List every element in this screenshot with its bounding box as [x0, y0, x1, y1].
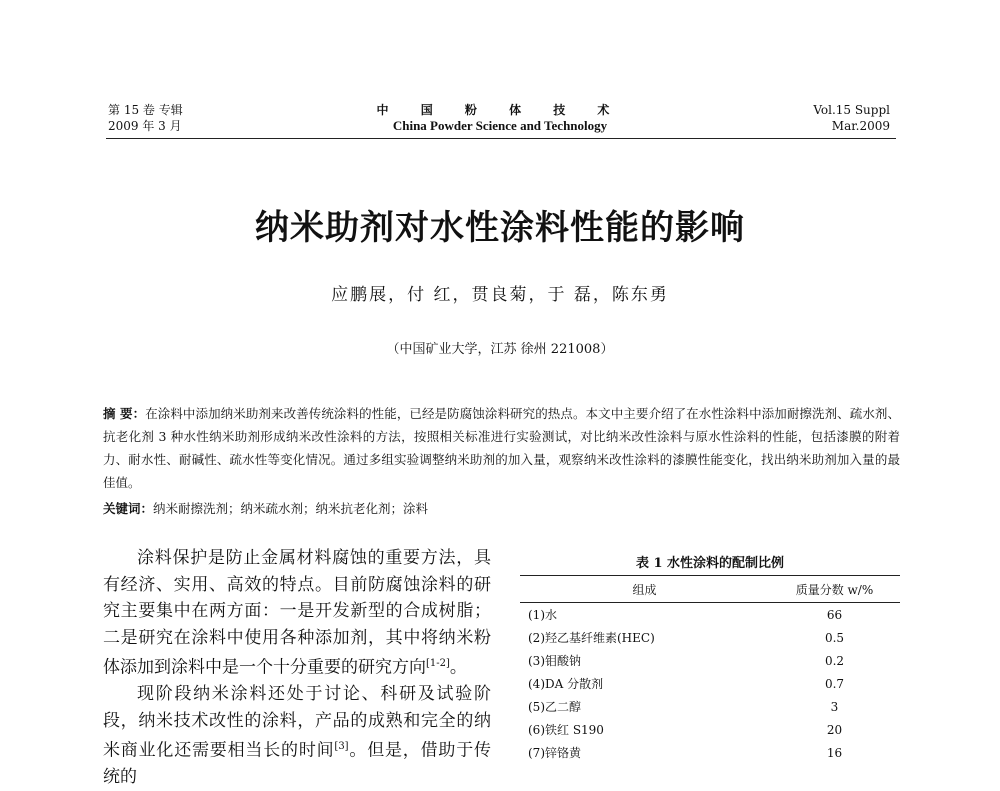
row-component: (5)乙二醇: [528, 700, 581, 714]
citation-1-2: [1-2]: [426, 658, 450, 669]
volume-en: Vol.15 Suppl: [813, 103, 890, 117]
affiliation: （中国矿业大学，江苏 徐州 221008）: [386, 342, 614, 357]
table-col-composition: 组成: [520, 576, 769, 603]
row-value: 0.7: [824, 676, 845, 691]
abstract: [103, 402, 900, 494]
formulation-table: [520, 575, 900, 764]
table-col-mass-fraction: 质量分数 w/%: [769, 576, 900, 603]
row-component: (4)DA 分散剂: [528, 677, 604, 691]
table-caption: 表 1 水性涂料的配制比例: [635, 556, 785, 571]
row-component: (7)锌铬黄: [528, 746, 581, 760]
journal-volume-en: [813, 102, 890, 134]
paragraph-2-end: 。但是，借助于传统的: [103, 740, 492, 788]
paragraph-1: [103, 545, 491, 681]
row-value: 20: [826, 722, 843, 737]
header-rule: [106, 138, 896, 139]
table-header-row: [520, 576, 900, 603]
table-row: [520, 695, 900, 718]
row-component: (2)羟乙基纤维素(HEC): [528, 631, 655, 645]
keywords: [103, 499, 900, 517]
paper-title: 纳米助剂对水性涂料性能的影响: [255, 208, 745, 248]
paragraph-2-text: 现阶段纳米涂料还处于讨论、科研及试验阶段，纳米技术改性的涂料，产品的成熟和完全的纳米商业化还需要相当长的时间: [103, 684, 491, 761]
paragraph-1-end: 。: [449, 657, 467, 678]
row-component: (3)钼酸钠: [528, 654, 581, 668]
body-text: [103, 545, 491, 791]
abstract-label: 摘 要：: [103, 406, 146, 421]
row-value: 66: [826, 607, 843, 622]
date-en: Mar.2009: [831, 119, 890, 133]
row-component: (1)水: [528, 608, 557, 622]
keywords-text: 纳米耐擦洗剂；纳米疏水剂；纳米抗老化剂；涂料: [153, 501, 429, 516]
table-row: [520, 603, 900, 627]
citation-3: [3]: [334, 741, 349, 753]
keywords-label: 关键词：: [103, 501, 154, 516]
table-row: [520, 672, 900, 695]
paragraph-1-text: 涂料保护是防止金属材料腐蚀的重要方法，具有经济、实用、高效的特点。目前防腐蚀涂料的研究主要集中在两方面：一是开发新型的合成树脂；二是研究在涂料中使用各种添加剂，其中将纳米粉体添加到涂料中是一个十分重要的研究方向: [103, 548, 491, 678]
authors: 应鹏展，付 红，贯良菊，于 磊，陈东勇: [331, 285, 669, 305]
paragraph-2: [103, 681, 491, 791]
row-value: 0.2: [824, 653, 845, 668]
row-value: 0.5: [824, 630, 845, 645]
volume-label: 第 15 卷 专辑: [108, 103, 183, 117]
row-component: (6)铁红 S190: [528, 723, 604, 737]
journal-name-cn: 中 国 粉 体 技 术: [376, 103, 624, 117]
date-label: 2009 年 3 月: [108, 119, 182, 133]
abstract-text: 在涂料中添加纳米助剂来改善传统涂料的性能，已经是防腐蚀涂料研究的热点。本文中主要介绍了在水性涂料中添加耐擦洗剂、疏水剂、抗老化剂 3 种水性纳米助剂形成纳米改性涂料的方法，按照相关标准进行实验测试，对比纳米改性涂料与原水性涂料的性能，包括漆膜的附着力、耐水性、耐碱性、疏水性等变化情况。通过多组实验调整纳米助剂的加入量，观察纳米改性涂料的漆膜性能变化，找出纳米助剂加入量的最佳值。: [103, 406, 900, 490]
row-value: 16: [826, 745, 843, 760]
table-row: [520, 626, 900, 649]
table-row: [520, 649, 900, 672]
journal-name-en: China Powder Science and Technology: [392, 118, 608, 133]
table-row: [520, 741, 900, 764]
row-value: 3: [830, 699, 839, 714]
table-row: [520, 718, 900, 741]
